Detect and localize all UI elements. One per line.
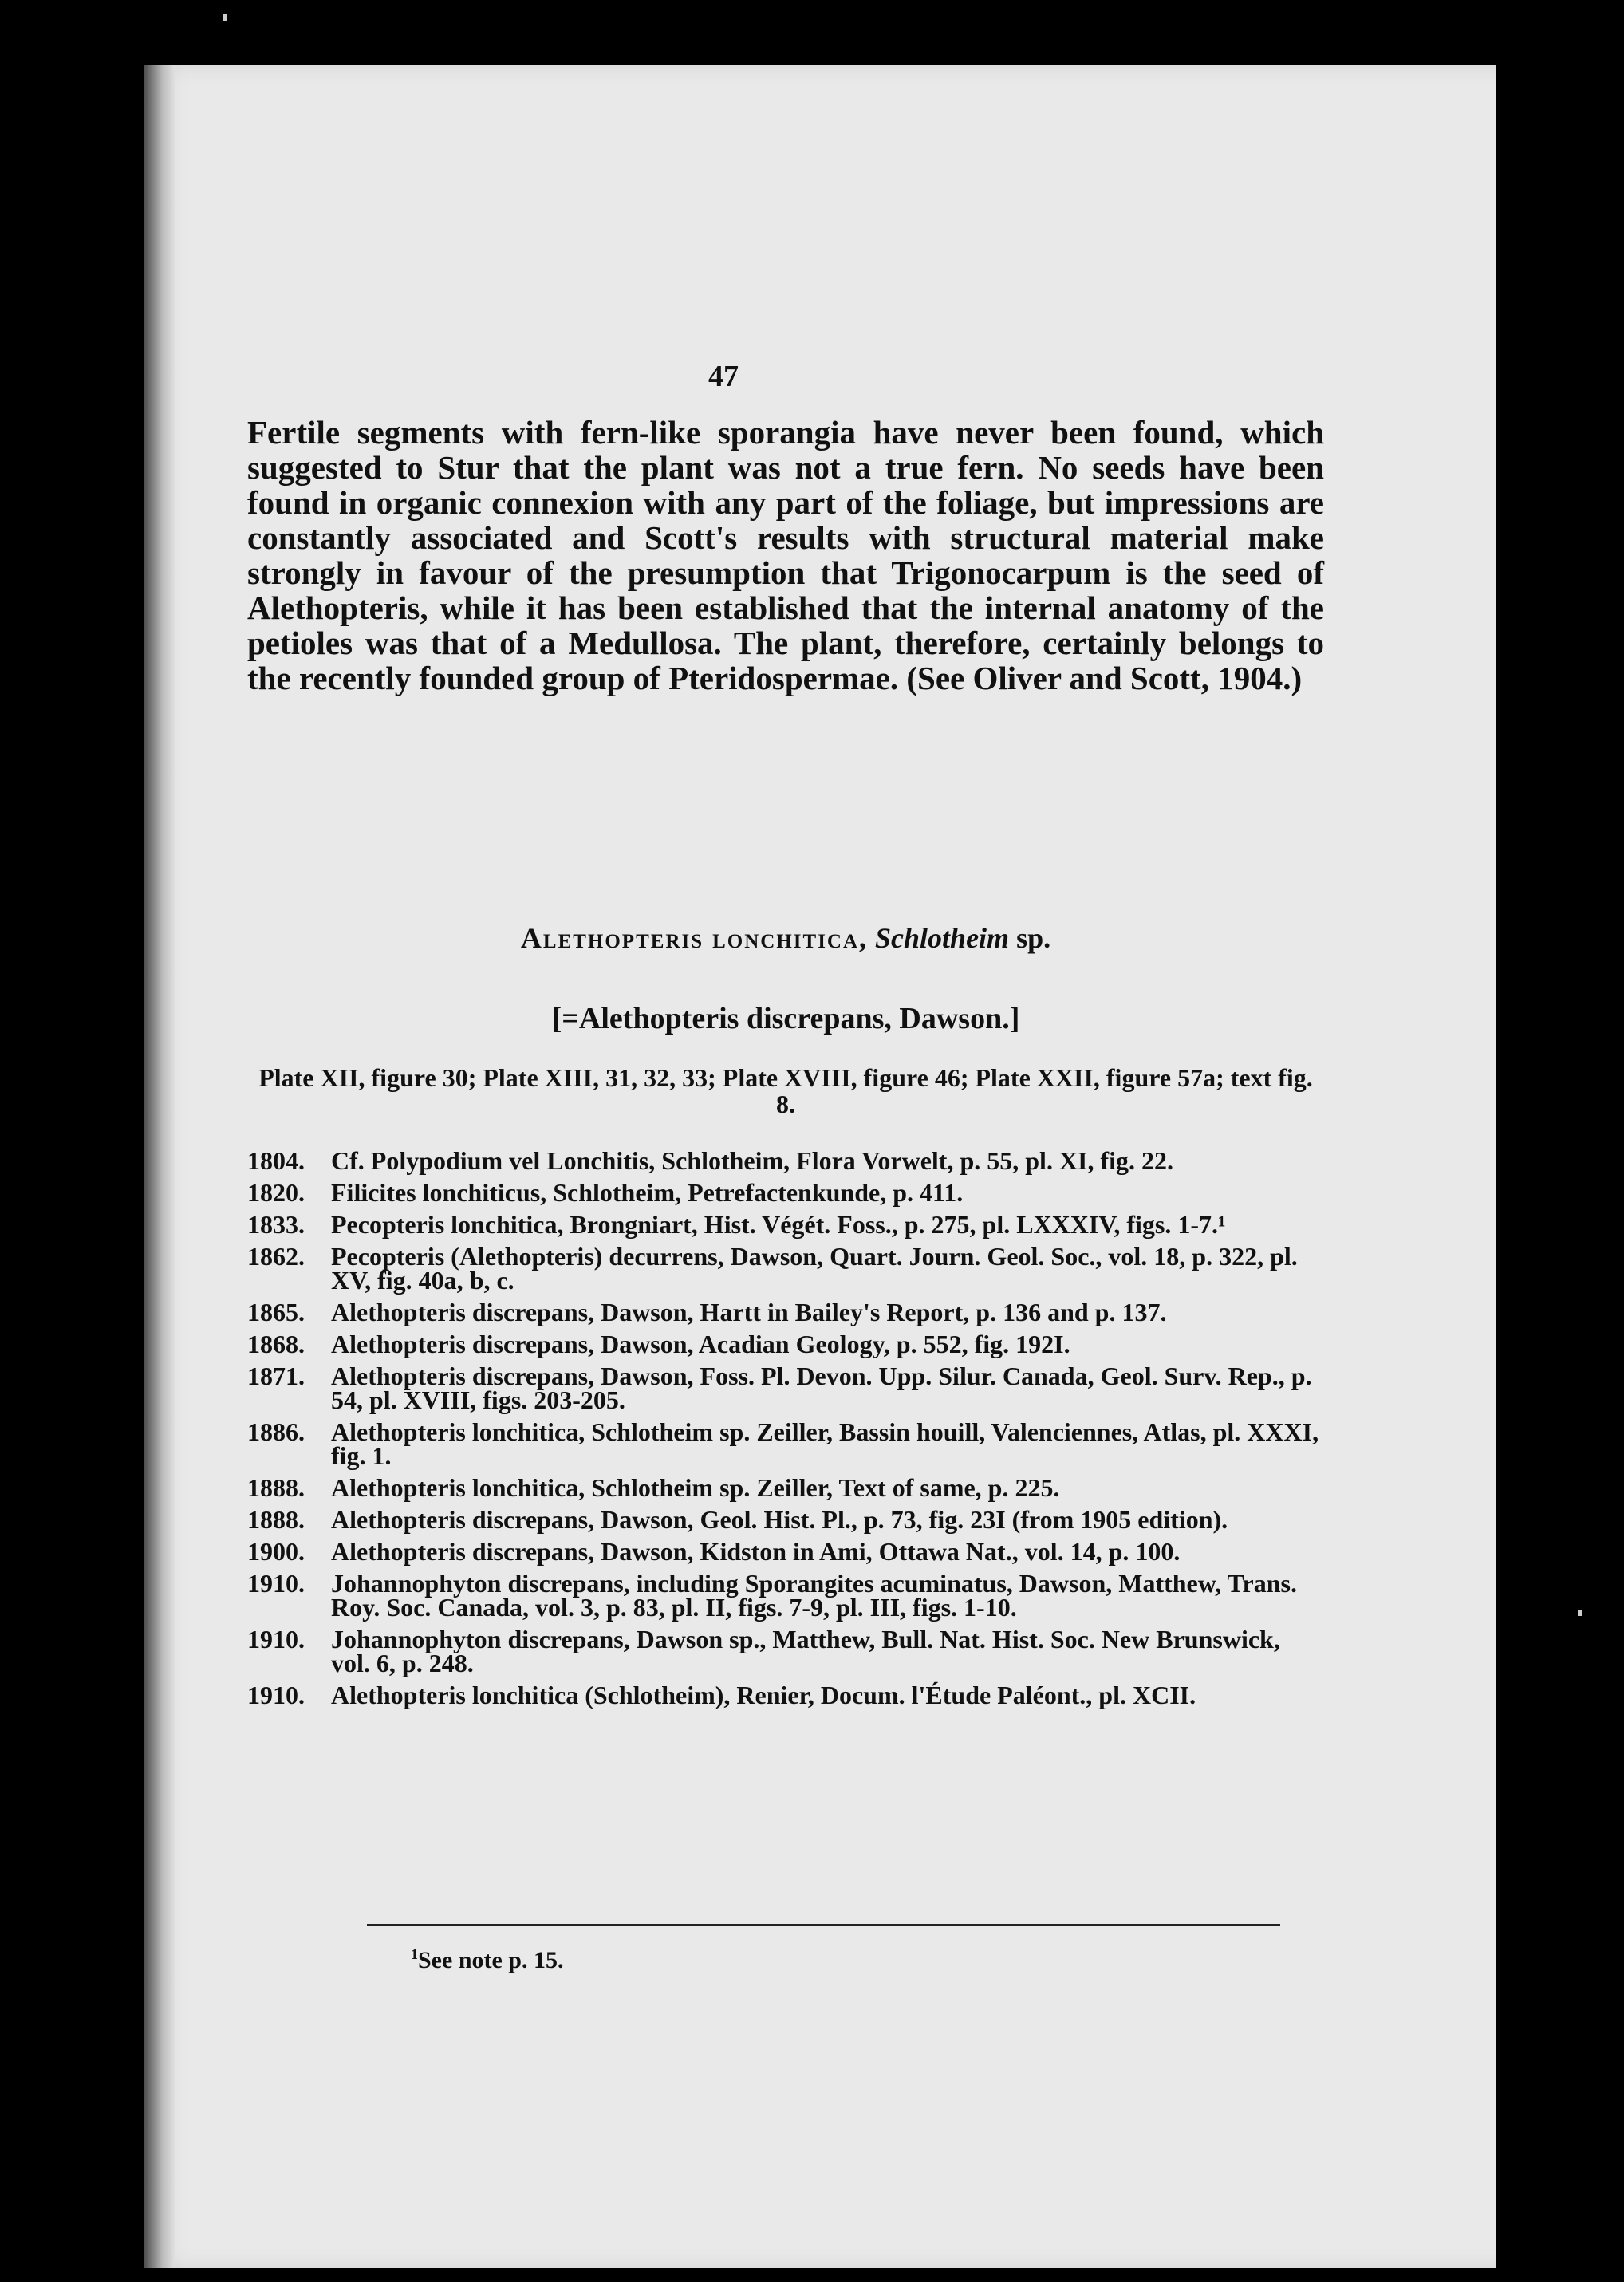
reference-entry <box>247 1505 1324 1534</box>
reference-text: Alethopteris discrepans, Dawson, Hartt in Bailey's Report, p. 136 and p. 137. <box>331 1298 1167 1326</box>
reference-entry <box>247 1417 1324 1470</box>
reference-text: Alethopteris discrepans, Dawson, Acadian Geology, p. 552, fig. 192I. <box>331 1330 1070 1358</box>
species-name: Alethopteris lonchitica, <box>520 922 869 954</box>
reference-text: Johannophyton discrepans, including Sporangites acuminatus, Dawson, Matthew, Trans. Roy. Soc. Canada, vol. 3, p. 83, pl. II, figs. 7-9, pl. III, figs. 1-10. <box>331 1569 1297 1622</box>
reference-year: 1868. <box>247 1330 305 1358</box>
reference-text: Pecopteris lonchitica, Brongniart, Hist. Végét. Foss., p. 275, pl. LXXXIV, figs. 1-7.¹ <box>331 1210 1226 1239</box>
reference-year: 1886. <box>247 1417 305 1446</box>
page-gutter <box>144 65 175 2268</box>
reference-year: 1888. <box>247 1473 305 1502</box>
footnote <box>411 1946 564 1974</box>
reference-entry <box>247 1364 1324 1412</box>
reference-entry <box>247 1242 1324 1295</box>
reference-text: Alethopteris lonchitica (Schlotheim), Renier, Docum. l'Étude Paléont., pl. XCII. <box>331 1681 1196 1709</box>
footnote-text: See note p. 15. <box>418 1947 564 1973</box>
reference-entry <box>247 1210 1324 1239</box>
page-number: 47 <box>708 360 739 393</box>
body-paragraph: Fertile segments with fern-like sporangia have never been found, which suggested to Stur that the plant was not a true fern. No seeds have been found in organic connexion with any part of the foliage, but impressions are constantly associated and Scott's results with structural material make strongly in favour of the presumption that Trigonocarpum is the seed of Alethopteris, while it has been established that the internal anatomy of the petioles was that of a Medullosa. The plant, therefore, certainly belongs to the recently founded group of Pteridospermae. (See Oliver and Scott, 1904.) <box>247 414 1324 696</box>
reference-text: Cf. Polypodium vel Lonchitis, Schlotheim, Flora Vorwelt, p. 55, pl. XI, fig. 22. <box>331 1146 1174 1175</box>
plates-line: Plate XII, figure 30; Plate XIII, 31, 32, 33; Plate XVIII, figure 46; Plate XXII, figure 57a; text fig. 8. <box>258 1063 1313 1118</box>
reference-entry <box>247 1683 1324 1707</box>
reference-year: 1888. <box>247 1505 305 1534</box>
reference-year: 1871. <box>247 1362 305 1390</box>
reference-text: Johannophyton discrepans, Dawson sp., Matthew, Bull. Nat. Hist. Soc. New Brunswick, vol. 6, p. 248. <box>331 1625 1280 1677</box>
reference-text: Alethopteris discrepans, Dawson, Foss. Pl. Devon. Upp. Silur. Canada, Geol. Surv. Rep., p. 54, pl. XVIII, figs. 203-205. <box>331 1362 1312 1414</box>
reference-year: 1862. <box>247 1242 305 1271</box>
reference-text: Alethopteris discrepans, Dawson, Kidston in Ami, Ottawa Nat., vol. 14, p. 100. <box>331 1537 1181 1566</box>
reference-entry <box>247 1332 1324 1356</box>
reference-year: 1900. <box>247 1537 305 1566</box>
reference-list <box>247 1146 1324 1715</box>
reference-year: 1820. <box>247 1178 305 1207</box>
reference-entry <box>247 1569 1324 1622</box>
species-author: Schlotheim <box>875 922 1010 954</box>
reference-year: 1910. <box>247 1681 305 1709</box>
reference-entry <box>247 1473 1324 1502</box>
reference-text: Filicites lonchiticus, Schlotheim, Petrefactenkunde, p. 411. <box>331 1178 964 1207</box>
reference-entry <box>247 1537 1324 1566</box>
reference-year: 1804. <box>247 1146 305 1175</box>
reference-entry <box>247 1627 1324 1675</box>
reference-entry <box>247 1146 1324 1175</box>
reference-year: 1910. <box>247 1625 305 1653</box>
reference-text: Alethopteris lonchitica, Schlotheim sp. Zeiller, Bassin houill, Valenciennes, Atlas, pl. XXXI, fig. 1. <box>331 1417 1319 1470</box>
reference-text: Pecopteris (Alethopteris) decurrens, Dawson, Quart. Journ. Geol. Soc., vol. 18, p. 322, pl. XV, fig. 40a, b, c. <box>331 1242 1298 1295</box>
reference-text: Alethopteris discrepans, Dawson, Geol. Hist. Pl., p. 73, fig. 23I (from 1905 edition). <box>331 1505 1228 1534</box>
scan-speck <box>223 14 227 21</box>
scan-speck <box>1578 1610 1582 1616</box>
footnote-mark: 1 <box>411 1946 418 1962</box>
reference-year: 1833. <box>247 1210 305 1239</box>
species-heading <box>247 921 1324 955</box>
reference-text: Alethopteris lonchitica, Schlotheim sp. Zeiller, Text of same, p. 225. <box>331 1473 1060 1502</box>
reference-year: 1865. <box>247 1298 305 1326</box>
reference-year: 1910. <box>247 1569 305 1598</box>
reference-entry <box>247 1300 1324 1324</box>
synonym-line: [=Alethopteris discrepans, Dawson.] <box>551 1002 1020 1035</box>
reference-entry <box>247 1178 1324 1207</box>
species-suffix: sp. <box>1016 922 1051 954</box>
footnote-divider <box>367 1924 1280 1926</box>
